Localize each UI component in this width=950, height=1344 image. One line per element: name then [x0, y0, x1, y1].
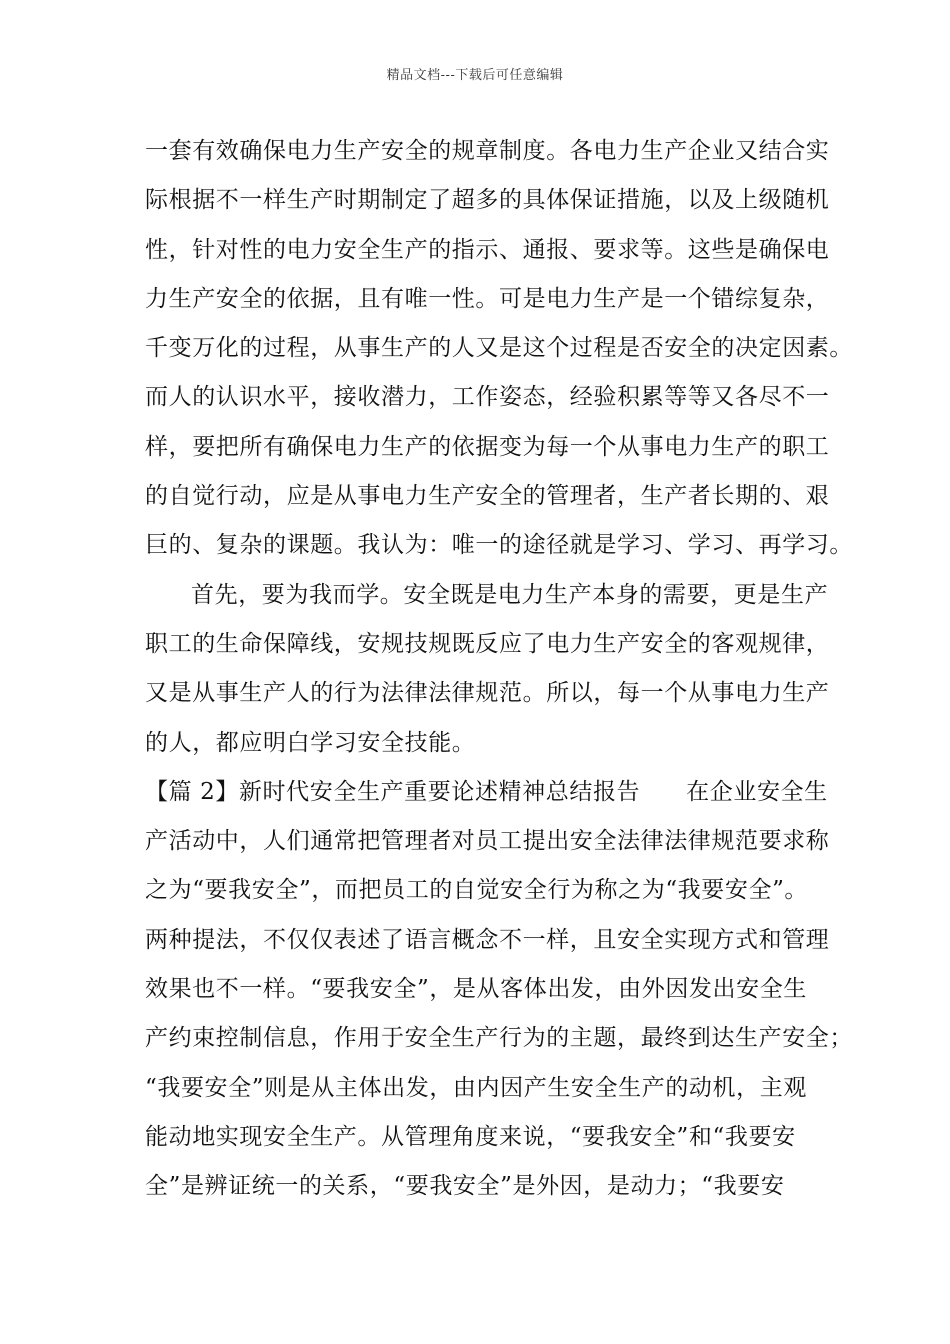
text-line: 而人的认识水平，接收潜力，工作姿态，经验积累等等又各尽不一	[145, 384, 830, 411]
text-line: 一套有效确保电力生产安全的规章制度。各电力生产企业又结合实	[145, 138, 830, 164]
text-line: 力生产安全的依据，且有唯一性。可是电力生产是一个错综复杂，	[145, 285, 830, 312]
text-line: 千变万化的过程，从事生产的人又是这个过程是否安全的决定因素。	[145, 335, 853, 362]
text-line: 效果也不一样。“要我安全”，是从客体出发，由外因发出安全生	[145, 976, 807, 1003]
text-line: 性，针对性的电力安全生产的指示、通报、要求等。这些是确保电	[145, 236, 830, 263]
text-line: 全”是辨证统一的关系，“要我安全”是外因，是动力；“我要安	[145, 1173, 785, 1200]
text-line: 又是从事生产人的行为法律法律规范。所以，每一个从事电力生产	[145, 680, 830, 707]
text-line: 两种提法，不仅仅表述了语言概念不一样，且安全实现方式和管理	[145, 926, 830, 953]
text-line: 的自觉行动，应是从事电力生产安全的管理者，生产者长期的、艰	[145, 483, 830, 510]
section-heading: 【篇 2】新时代安全生产重要论述精神总结报告	[145, 778, 641, 805]
document-body	[145, 127, 853, 1212]
text-line: 之为“要我安全”，而把员工的自觉安全行为称之为“我要安全”。	[145, 877, 809, 904]
text-line: 际根据不一样生产时期制定了超多的具体保证措施，以及上级随机	[145, 187, 830, 214]
text-line: 能动地实现安全生产。从管理角度来说，“要我安全”和“我要安	[145, 1123, 796, 1150]
text-line: 产活动中，人们通常把管理者对员工提出安全法律法律规范要求称	[145, 828, 830, 855]
text-line: 职工的生命保障线，安规技规既反应了电力生产安全的客观规律，	[145, 630, 830, 657]
text-line: 巨的、复杂的课题。我认为：唯一的途径就是学习、学习、再学习。	[145, 532, 853, 559]
text-line: “我要安全”则是从主体出发，由内因产生安全生产的动机，主观	[145, 1074, 807, 1101]
text-line: 的人，都应明白学习安全技能。	[145, 729, 476, 756]
section-heading-line	[145, 768, 845, 817]
text-line: 产约束控制信息，作用于安全生产行为的主题，最终到达生产安全；	[145, 1025, 853, 1052]
section-text-start: 在企业安全生	[686, 778, 828, 805]
paragraph-first-line: 首先，要为我而学。安全既是电力生产本身的需要，更是生产	[191, 581, 829, 608]
text-line: 样，要把所有确保电力生产的依据变为每一个从事电力生产的职工	[145, 433, 830, 460]
page-header: 精品文档---下载后可任意编辑	[386, 68, 564, 83]
